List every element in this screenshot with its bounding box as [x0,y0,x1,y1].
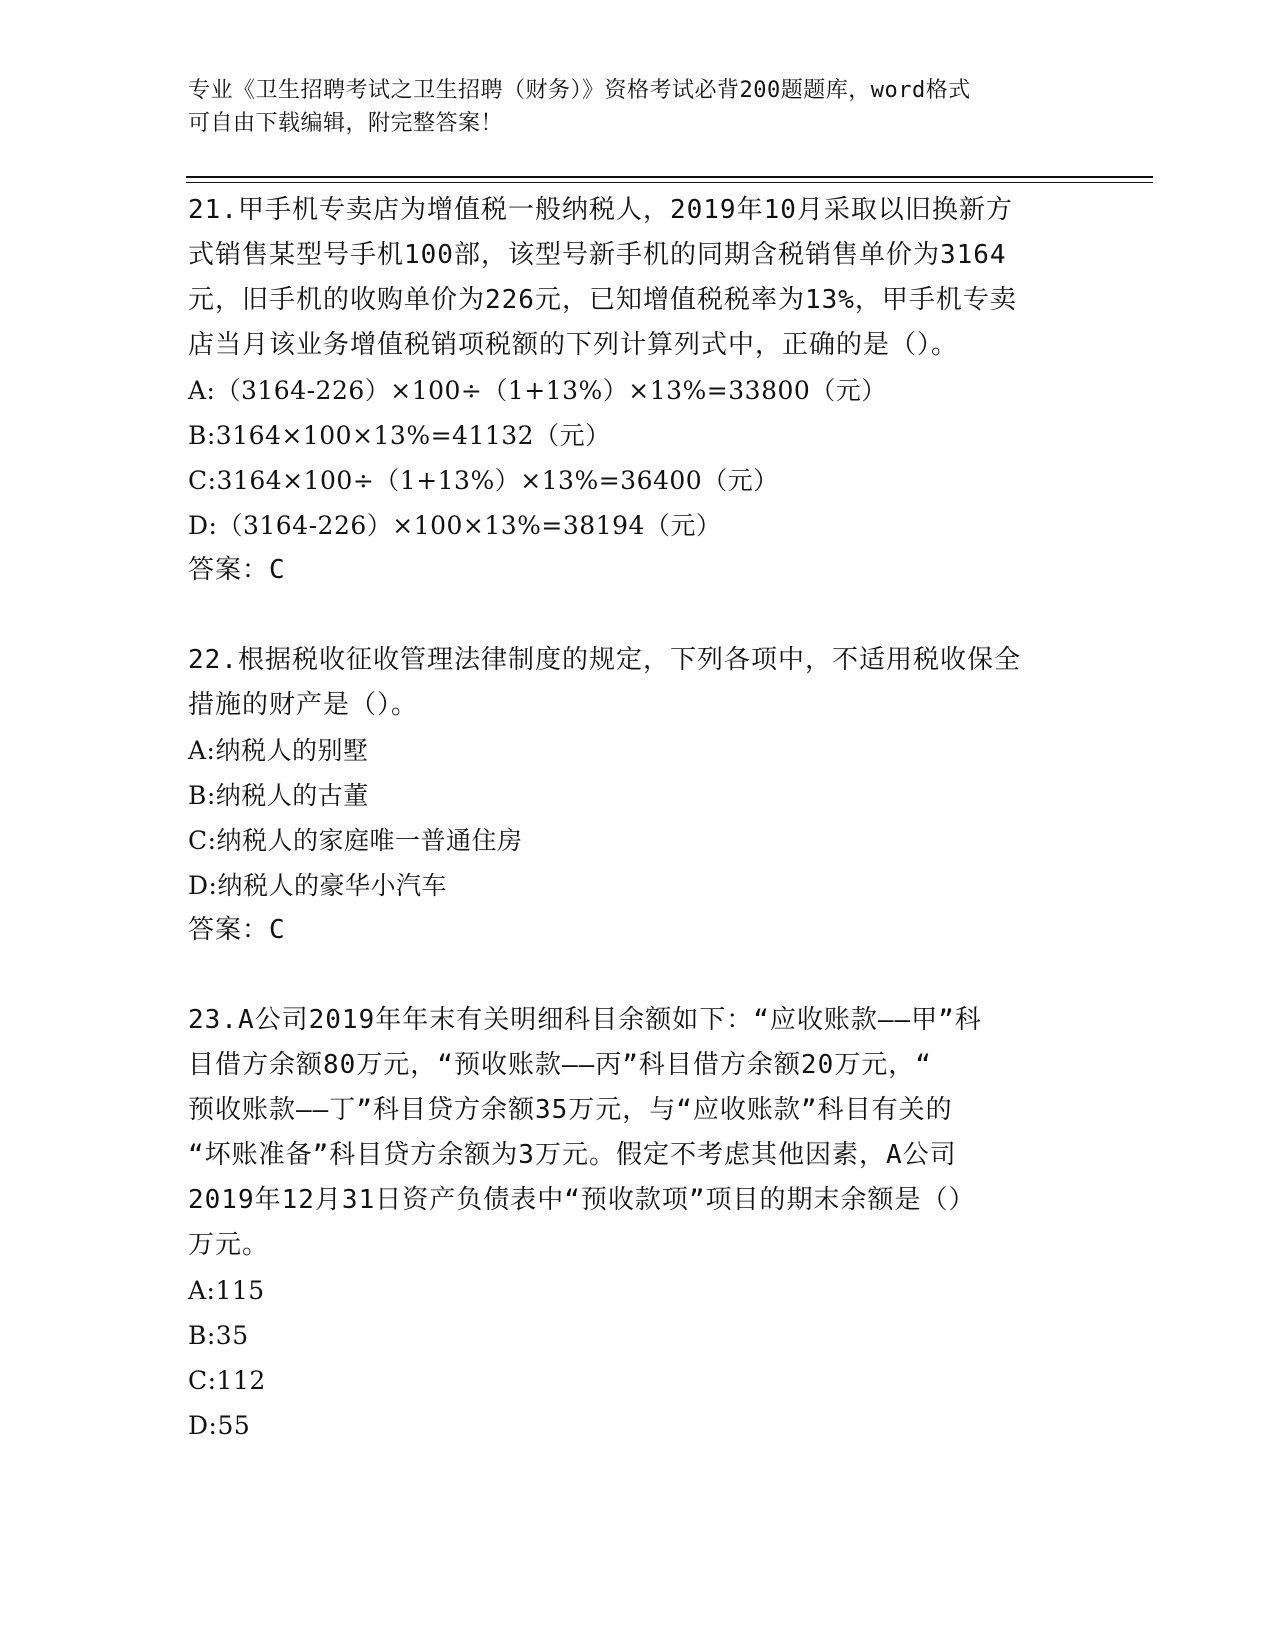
option-a: A:纳税人的别墅 [188,736,369,765]
option-d: D:55 [188,1411,251,1440]
question-stem-line: 22.根据税收征收管理法律制度的规定，下列各项中，不适用税收保全 [188,645,1021,675]
header-divider-thick [186,176,1153,178]
header-title-line-1: 专业《卫生招聘考试之卫生招聘（财务）》资格考试必背200题题库，word格式 [188,78,971,103]
option-b: B:3164×100×13%=41132（元） [188,421,611,450]
option-d: D:（3164-226）×100×13%=38194（元） [188,511,722,540]
question-list [188,188,1088,1448]
question-stem-line: 店当月该业务增值税销项税额的下列计算列式中，正确的是（）。 [188,330,959,360]
option-c: C:纳税人的家庭唯一普通住房 [188,826,523,855]
question-stem-line: 式销售某型号手机100部，该型号新手机的同期含税销售单价为3164 [188,240,1007,270]
question-21 [188,188,1088,593]
option-b: B:35 [188,1321,249,1350]
question-22 [188,638,1088,953]
option-d: D:纳税人的豪华小汽车 [188,871,447,900]
question-stem-line: 目借方余额80万元，“预收账款——丙”科目借方余额20万元，“ [188,1050,932,1080]
option-a: A:（3164-226）×100÷（1+13%）×13%=33800（元） [188,376,887,405]
option-c: C:112 [188,1366,266,1395]
option-a: A:115 [188,1276,265,1305]
question-stem-line: 元，旧手机的收购单价为226元，已知增值税税率为13%，甲手机专卖 [188,285,1017,315]
question-stem-line: 21.甲手机专卖店为增值税一般纳税人，2019年10月采取以旧换新方 [188,195,1013,225]
question-spacer [188,593,1088,638]
question-spacer [188,953,1088,998]
question-stem-line: 2019年12月31日资产负债表中“预收款项”项目的期末余额是（） [188,1185,976,1215]
question-stem-line: 预收账款——丁”科目贷方余额35万元，与“应收账款”科目有关的 [188,1095,953,1125]
header-divider-thin [186,182,1153,183]
header-title-line-2: 可自由下载编辑，附完整答案！ [188,111,504,136]
question-stem-line: 23.A公司2019年年末有关明细科目余额如下：“应收账款——甲”科 [188,1005,982,1035]
question-23 [188,998,1088,1448]
option-c: C:3164×100÷（1+13%）×13%=36400（元） [188,466,779,495]
question-stem-line: “坏账准备”科目贷方余额为3万元。假定不考虑其他因素，A公司 [188,1140,957,1170]
answer-label: 答案：C [188,555,286,585]
option-b: B:纳税人的古董 [188,781,369,810]
document-header [188,74,1068,140]
question-stem-line: 措施的财产是（）。 [188,690,419,720]
answer-label: 答案：C [188,915,286,945]
question-stem-line: 万元。 [188,1230,270,1260]
